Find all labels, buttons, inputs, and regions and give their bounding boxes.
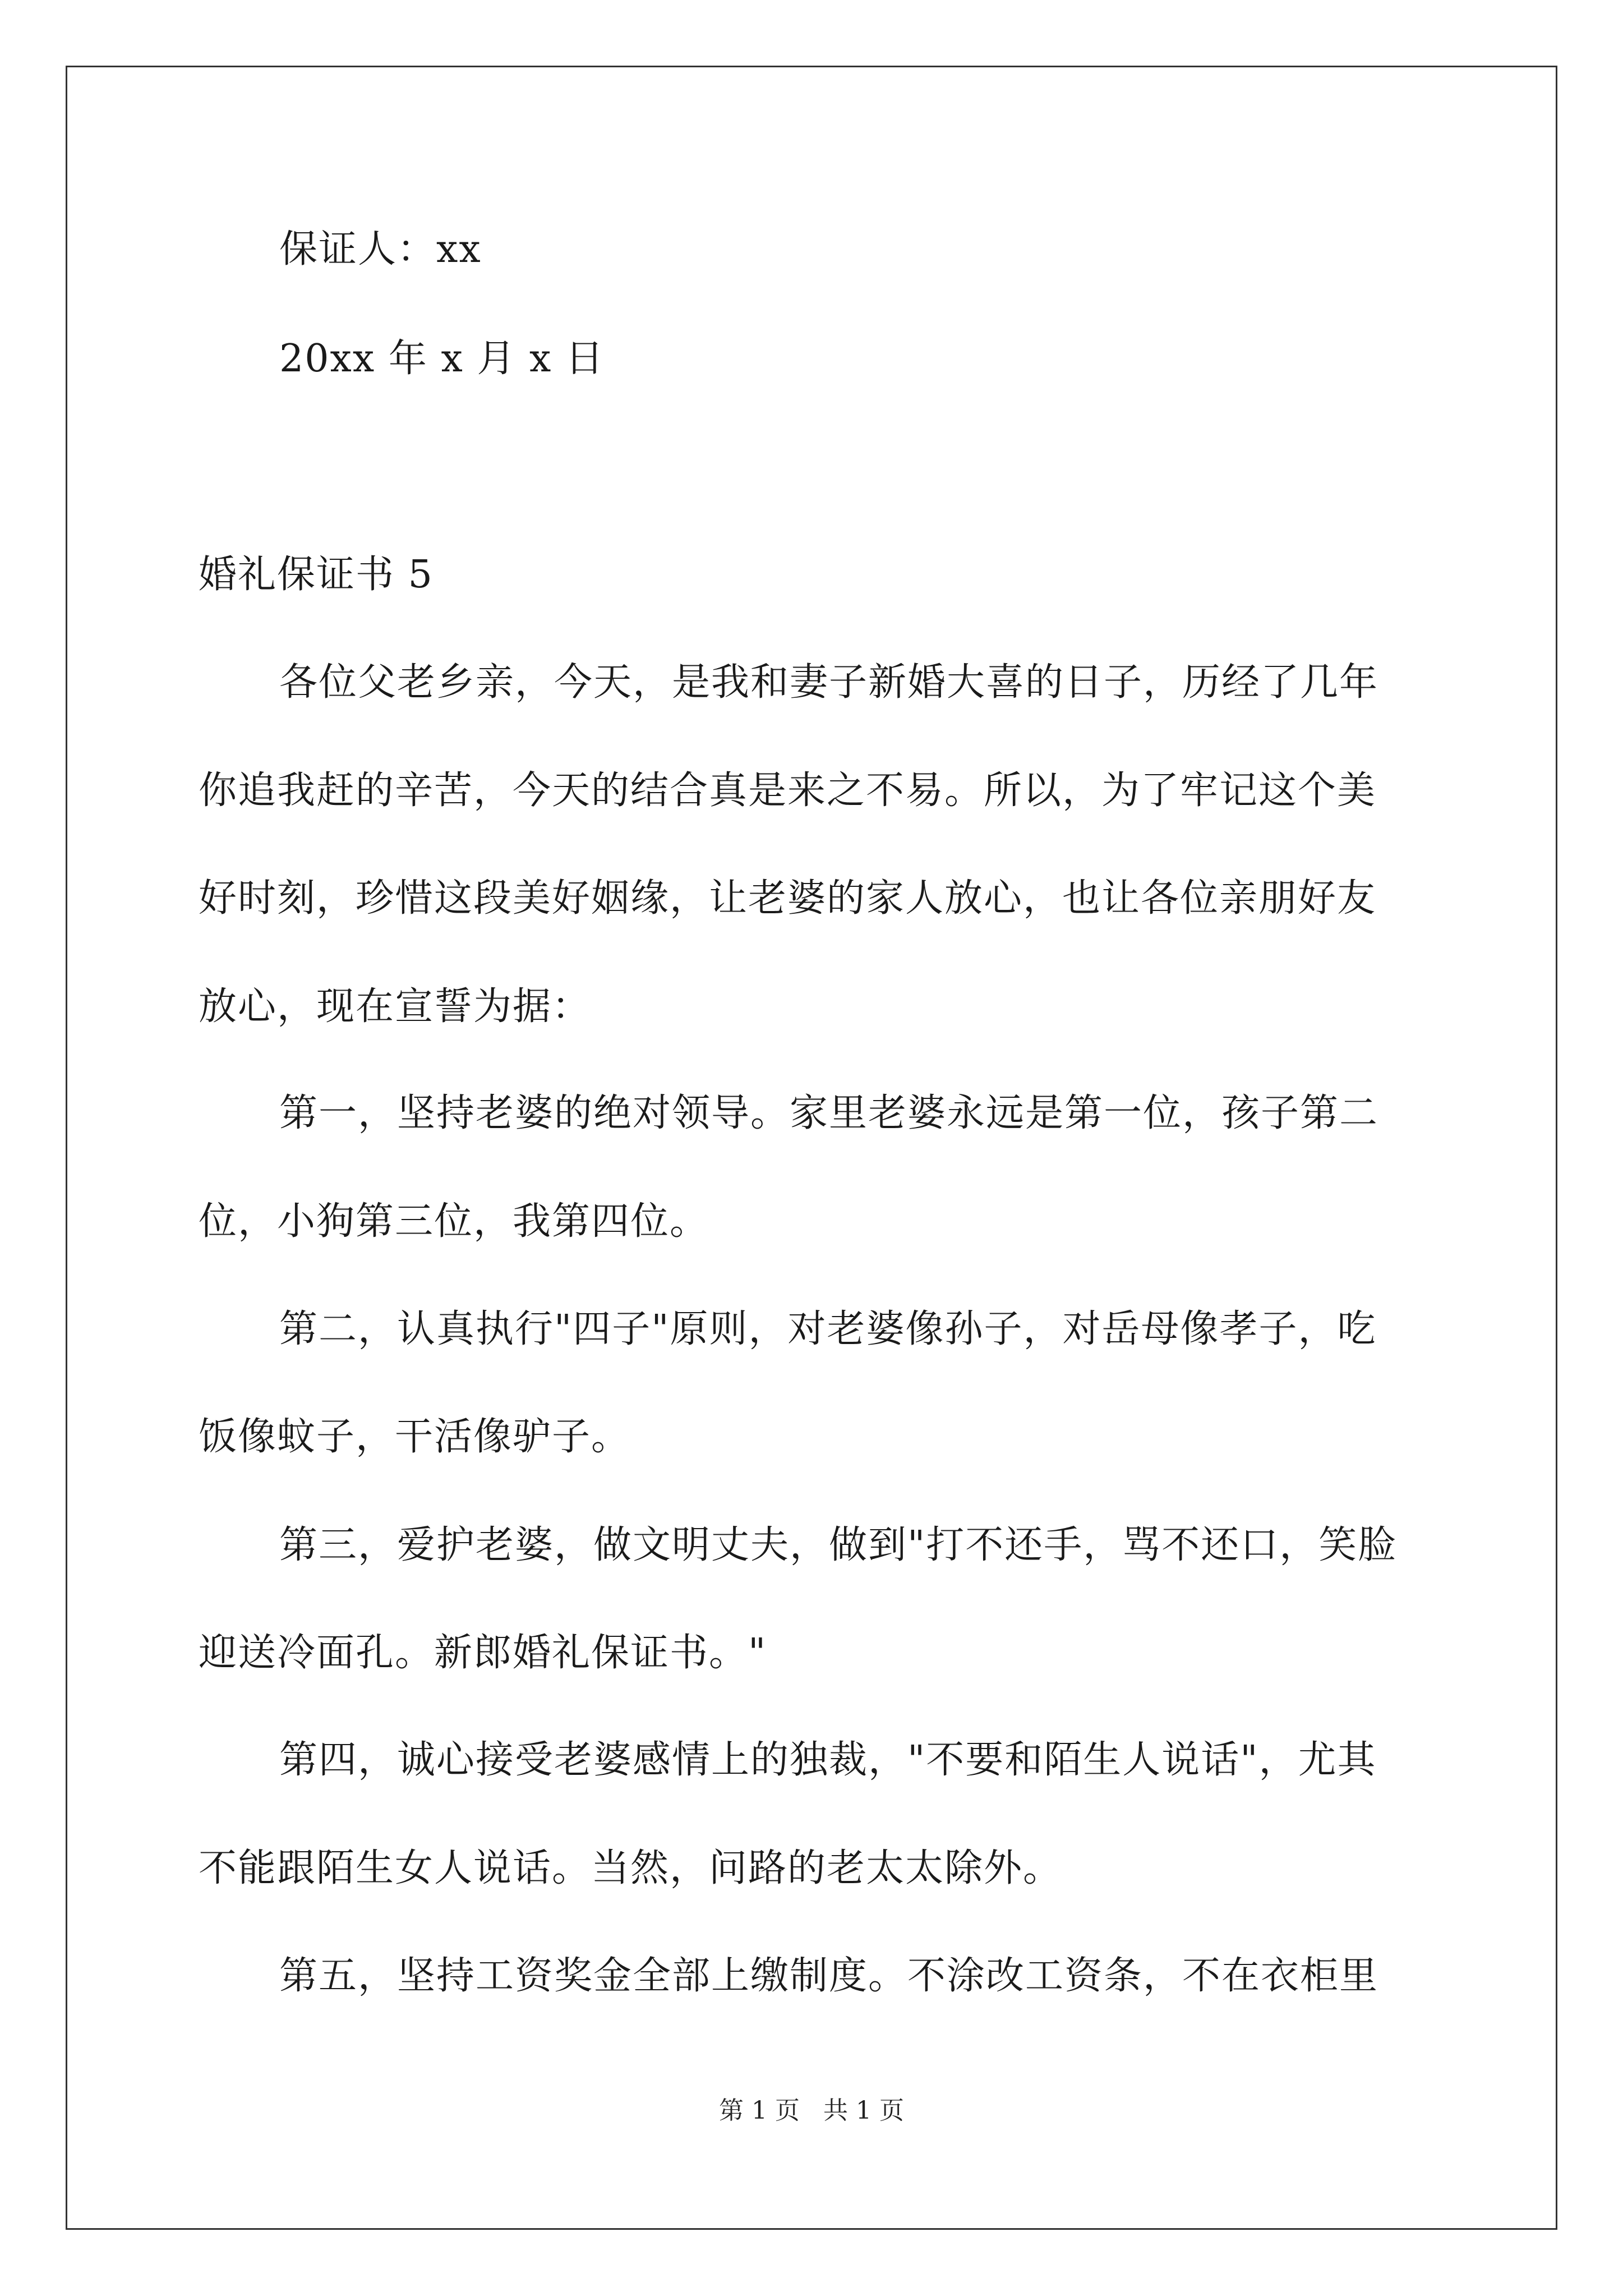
section-title: 婚礼保证书 5 bbox=[199, 553, 434, 597]
paragraph-line: 第四，诚心接受老婆感情上的独裁，"不要和陌生人说话"，尤其 bbox=[279, 1738, 1377, 1782]
paragraph-line: 位，小狗第三位，我第四位。 bbox=[199, 1199, 709, 1244]
page-frame bbox=[66, 66, 1557, 2230]
paragraph-line: 第五，坚持工资奖金全部上缴制度。不涂改工资条，不在衣柜里 bbox=[279, 1954, 1379, 1998]
guarantor-line: 保证人：xx bbox=[279, 227, 482, 272]
paragraph-line: 第三，爱护老婆，做文明丈夫，做到"打不还手，骂不还口，笑脸 bbox=[279, 1523, 1398, 1567]
page-number: 第 1 页 bbox=[719, 2096, 800, 2125]
paragraph-line: 第一，坚持老婆的绝对领导。家里老婆永远是第一位，孩子第二 bbox=[279, 1091, 1379, 1135]
date-line: 20xx 年 x 月 x 日 bbox=[279, 337, 605, 381]
paragraph-line: 好时刻，珍惜这段美好姻缘，让老婆的家人放心，也让各位亲朋好友 bbox=[199, 876, 1377, 921]
paragraph-line: 不能跟陌生女人说话。当然，问路的老太太除外。 bbox=[199, 1846, 1063, 1890]
page-footer bbox=[0, 2095, 1623, 2127]
paragraph-line: 迎送冷面孔。新郎婚礼保证书。" bbox=[199, 1631, 767, 1675]
page-total: 共 1 页 bbox=[823, 2096, 904, 2125]
paragraph-line: 各位父老乡亲，今天，是我和妻子新婚大喜的日子，历经了几年 bbox=[279, 660, 1379, 705]
paragraph-line: 第二，认真执行"四子"原则，对老婆像孙子，对岳母像孝子，吃 bbox=[279, 1307, 1377, 1351]
paragraph-line: 你追我赶的辛苦，今天的结合真是来之不易。所以，为了牢记这个美 bbox=[199, 769, 1377, 813]
paragraph-line: 饭像蚊子，干活像驴子。 bbox=[199, 1415, 631, 1459]
paragraph-line: 放心，现在宣誓为据： bbox=[199, 984, 592, 1029]
